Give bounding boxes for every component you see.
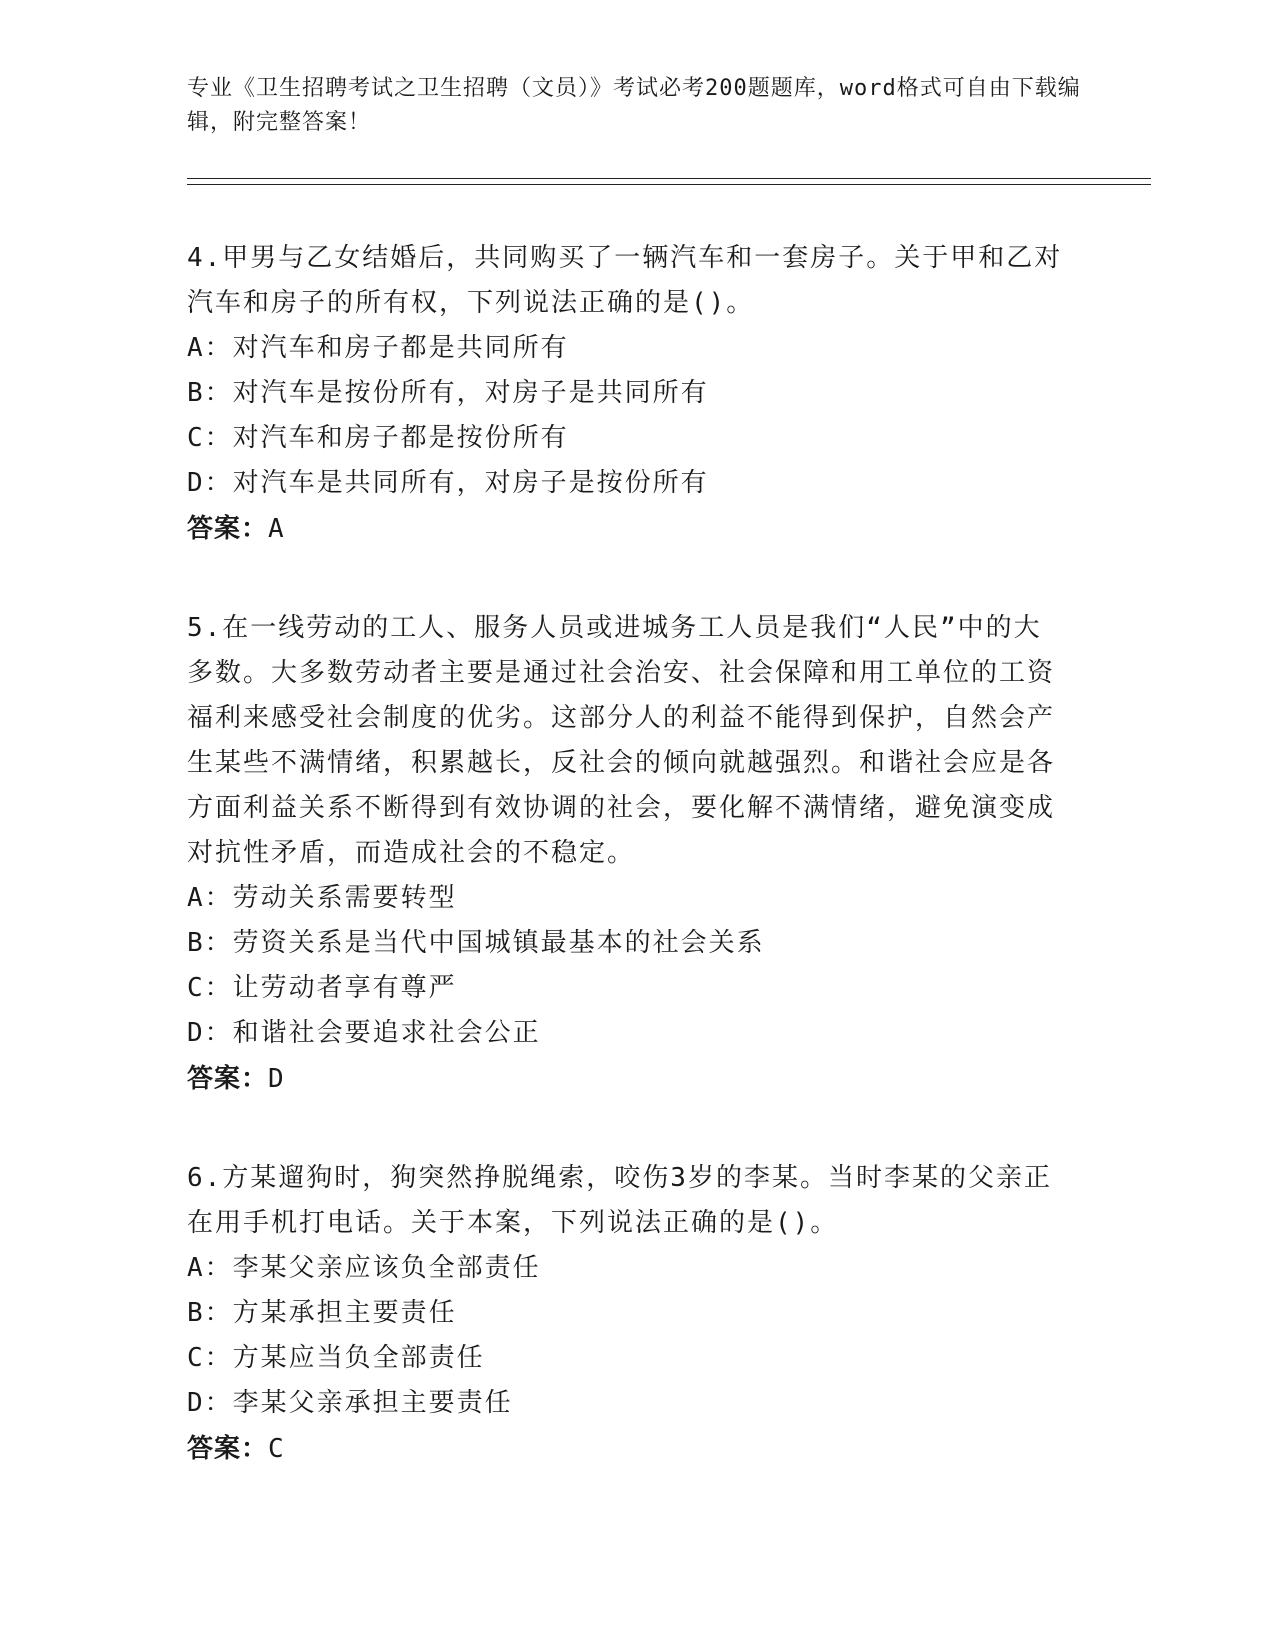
option-b: B：方某承担主要责任	[187, 1298, 457, 1328]
question-list	[187, 236, 1067, 1526]
header-divider	[187, 178, 1151, 185]
answer-line	[187, 1056, 1067, 1102]
answer-value: C	[268, 1434, 286, 1464]
answer-value: D	[268, 1064, 286, 1094]
question-6	[187, 1156, 1067, 1472]
answer-line	[187, 506, 1067, 552]
option-d: D：和谐社会要追求社会公正	[187, 1018, 541, 1048]
question-5	[187, 606, 1067, 1102]
option-c: C：对汽车和房子都是按份所有	[187, 423, 569, 453]
answer-label: 答案：	[187, 514, 269, 544]
answer-label: 答案：	[187, 1434, 269, 1464]
document-header: 专业《卫生招聘考试之卫生招聘（文员）》考试必考200题题库，word格式可自由下载编辑，附完整答案！	[187, 76, 1081, 135]
option-c: C：方某应当负全部责任	[187, 1343, 485, 1373]
question-text: 5.在一线劳动的工人、服务人员或进城务工人员是我们“人民”中的大多数。大多数劳动者主要是通过社会治安、社会保障和用工单位的工资福利来感受社会制度的优劣。这部分人的利益不能得到保护，自然会产生某些不满情绪，积累越长，反社会的倾向就越强烈。和谐社会应是各方面利益关系不断得到有效协调的社会，要化解不满情绪，避免演变成对抗性矛盾，而造成社会的不稳定。	[187, 613, 1056, 868]
answer-value: A	[268, 514, 286, 544]
option-a: A：对汽车和房子都是共同所有	[187, 333, 569, 363]
option-d: D：李某父亲承担主要责任	[187, 1388, 513, 1418]
option-a: A：劳动关系需要转型	[187, 883, 457, 913]
option-c: C：让劳动者享有尊严	[187, 973, 457, 1003]
option-d: D：对汽车是共同所有，对房子是按份所有	[187, 468, 709, 498]
option-a: A：李某父亲应该负全部责任	[187, 1253, 541, 1283]
question-text: 6.方某遛狗时，狗突然挣脱绳索，咬伤3岁的李某。当时李某的父亲正在用手机打电话。关于本案，下列说法正确的是()。	[187, 1163, 1052, 1238]
option-b: B：劳资关系是当代中国城镇最基本的社会关系	[187, 928, 765, 958]
question-text: 4.甲男与乙女结婚后，共同购买了一辆汽车和一套房子。关于甲和乙对汽车和房子的所有权，下列说法正确的是()。	[187, 243, 1063, 318]
question-4	[187, 236, 1067, 552]
answer-label: 答案：	[187, 1064, 269, 1094]
answer-line	[187, 1426, 1067, 1472]
option-b: B：对汽车是按份所有，对房子是共同所有	[187, 378, 709, 408]
